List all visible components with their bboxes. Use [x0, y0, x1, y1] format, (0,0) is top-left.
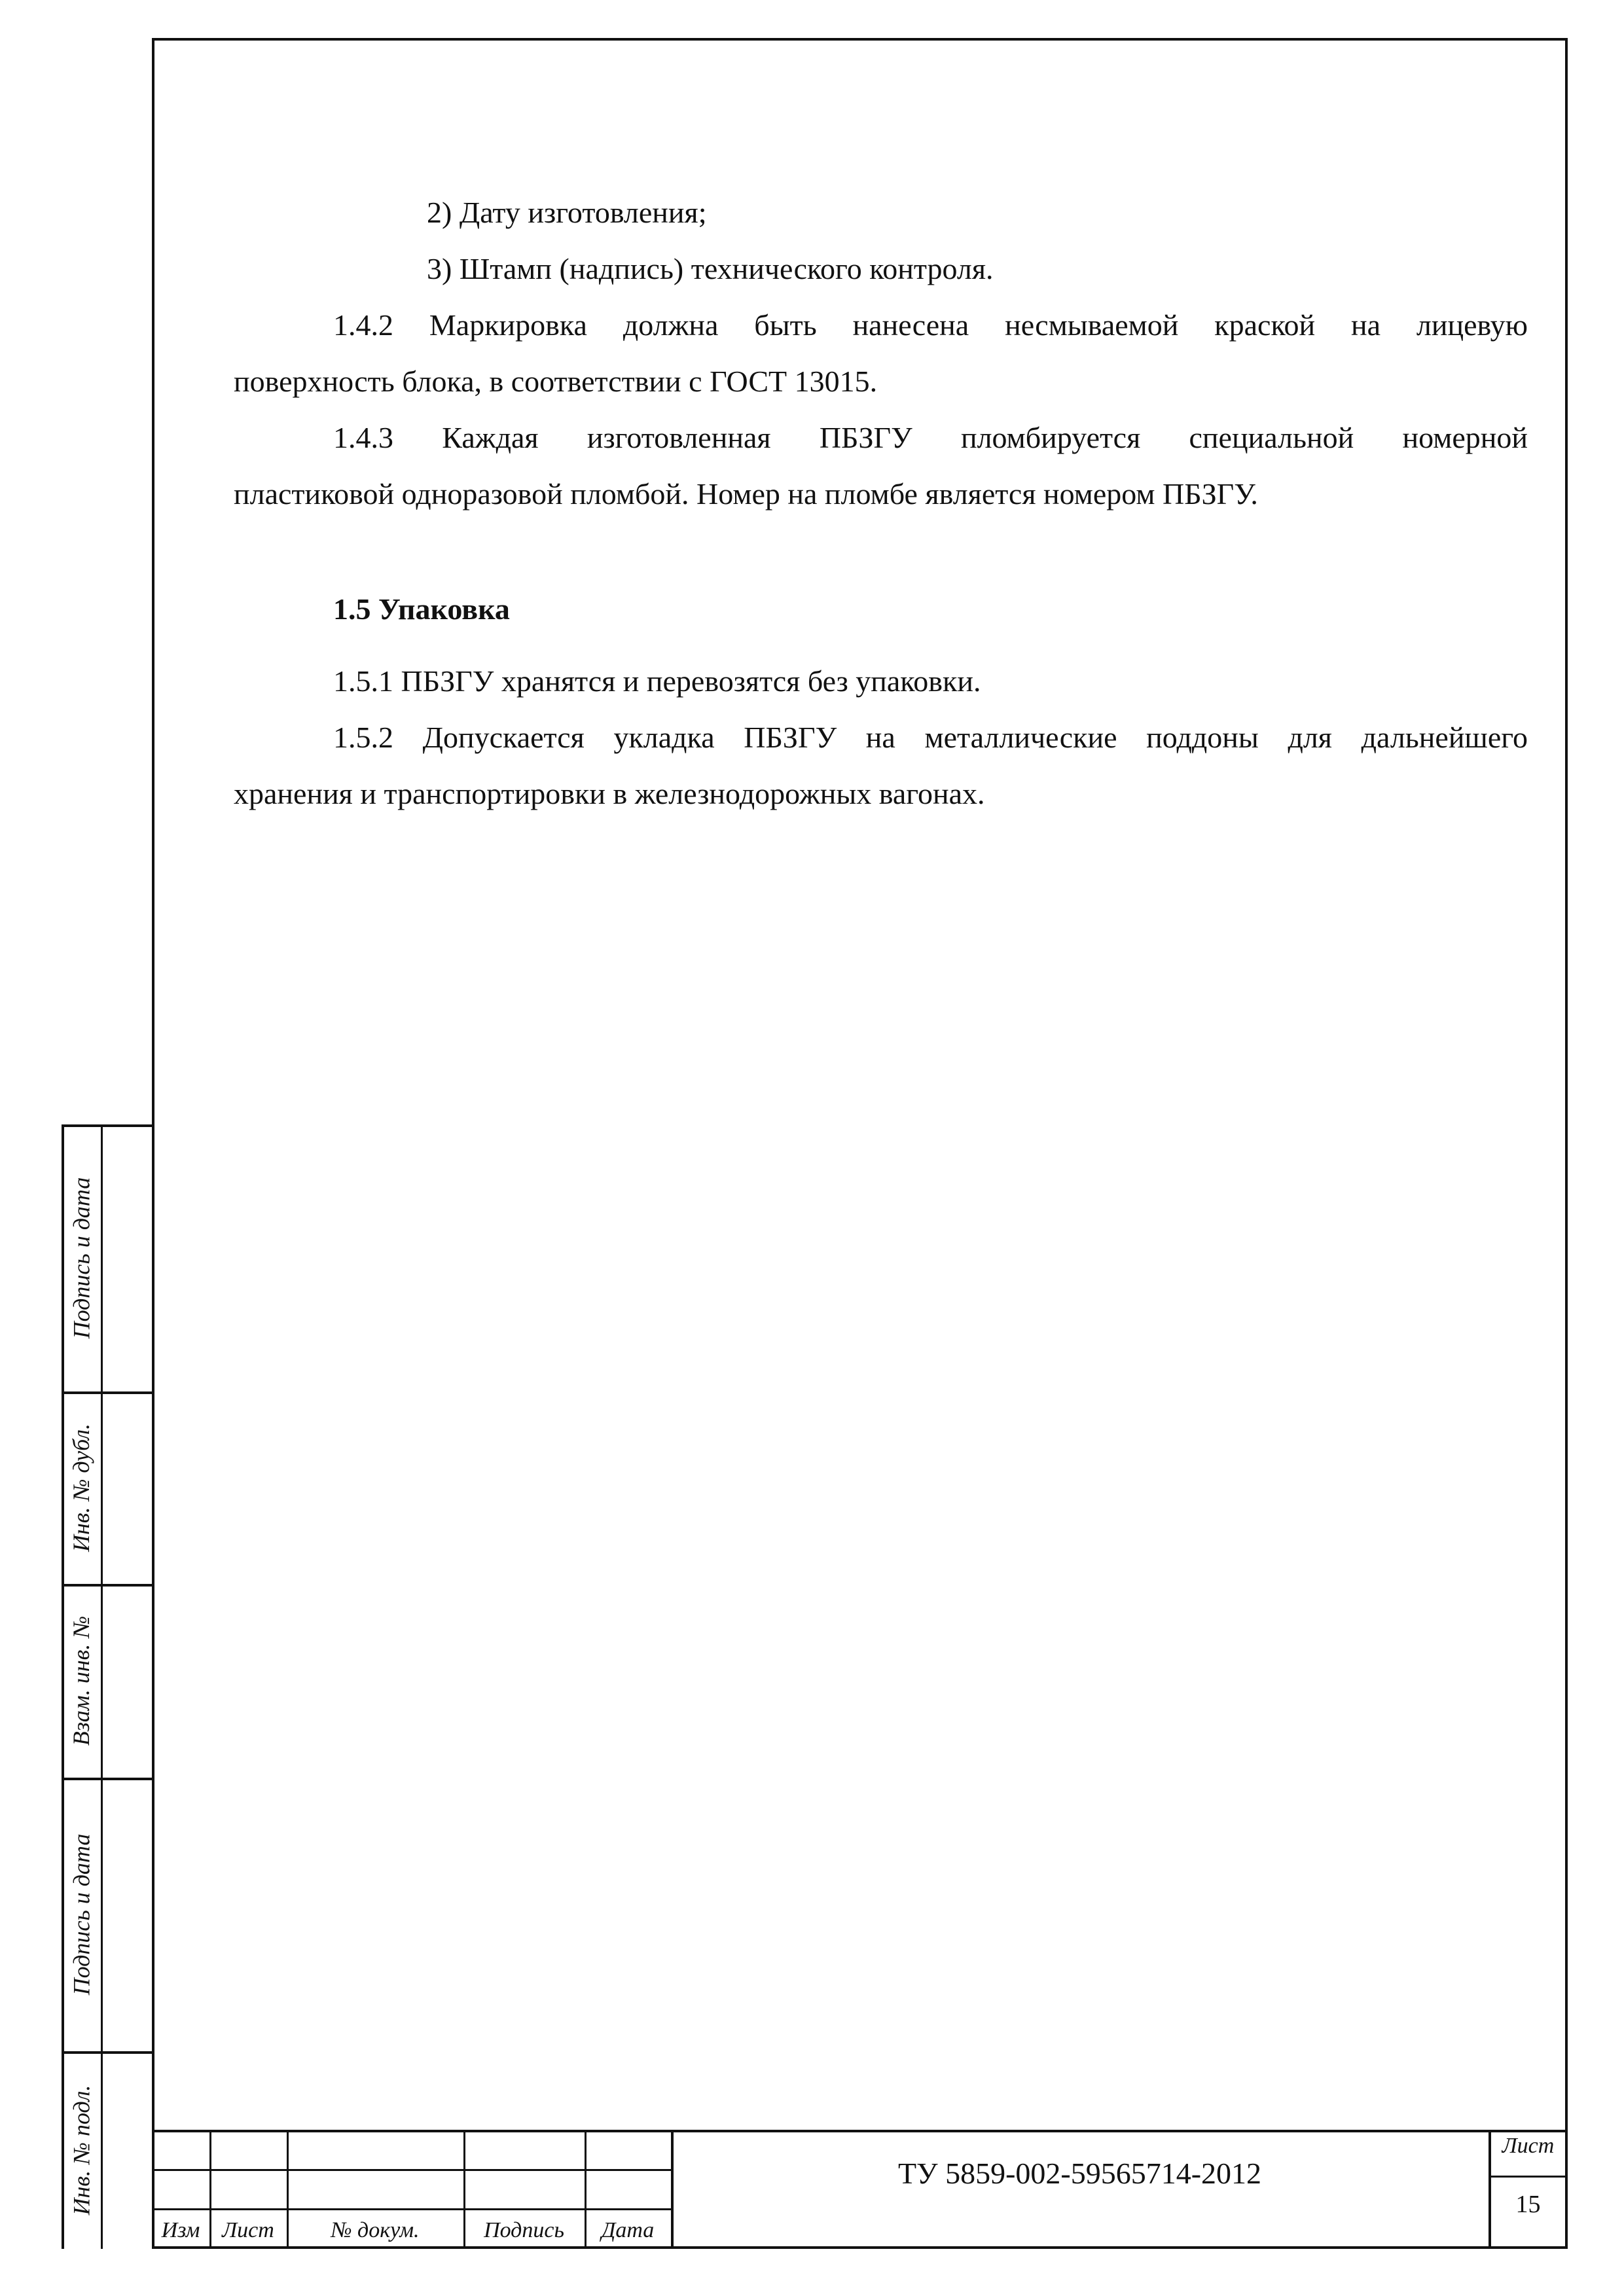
- sheet-number: 15: [1515, 2191, 1541, 2218]
- paragraph-1-4-2-line2: поверхность блока, в соответствии с ГОСТ 13015.: [234, 365, 878, 398]
- paragraph-1-4-2-line1: 1.4.2 Маркировка должна быть нанесена несмываемой краской на лицевую: [333, 308, 1528, 342]
- list-item-stamp: 3) Штамп (надпись) технического контроля.: [427, 252, 994, 285]
- side-label-vzam-inv: Взам. инв. №: [68, 1615, 95, 1746]
- title-block: [152, 2130, 1568, 2249]
- paragraph-1-4-3-line1: 1.4.3 Каждая изготовленная ПБЗГУ пломбируется специальной номерной: [333, 421, 1528, 454]
- document-code: ТУ 5859-002-59565714-2012: [897, 2157, 1262, 2190]
- side-label-inv-dubl: Инв. № дубл.: [68, 1423, 94, 1552]
- paragraph-1-5-1: 1.5.1 ПБЗГУ хранятся и перевозятся без упаковки.: [333, 664, 981, 698]
- col-podpis-label: Подпись: [484, 2218, 564, 2242]
- paragraph-1-5-2: [234, 709, 1528, 822]
- paragraph-1-4-2: [234, 297, 1528, 410]
- col-list-label: Лист: [222, 2218, 274, 2242]
- col-data-label: Дата: [601, 2218, 655, 2242]
- side-stamp: [62, 1124, 152, 2249]
- section-heading: 1.5 Упаковка: [333, 592, 510, 626]
- col-izm-label: Изм: [161, 2218, 200, 2242]
- paragraph-1-4-3: [234, 410, 1528, 522]
- sheet-label: Лист: [1502, 2134, 1555, 2158]
- col-dokum-label: № докум.: [331, 2218, 420, 2242]
- list-item-date: 2) Дату изготовления;: [427, 196, 707, 229]
- paragraph-1-5-2-line2: хранения и транспортировки в железнодорожных вагонах.: [234, 777, 985, 810]
- side-label-podpis-data-top: Подпись и дата: [68, 1177, 94, 1339]
- paragraph-1-5-2-line1: 1.5.2 Допускается укладка ПБЗГУ на металлические поддоны для дальнейшего: [333, 721, 1528, 754]
- side-label-podpis-data-bottom: Подпись и дата: [68, 1833, 94, 1996]
- paragraph-1-4-3-line2: пластиковой одноразовой пломбой. Номер на пломбе является номером ПБЗГУ.: [234, 477, 1258, 511]
- side-label-inv-podl: Инв. № подл.: [68, 2085, 94, 2215]
